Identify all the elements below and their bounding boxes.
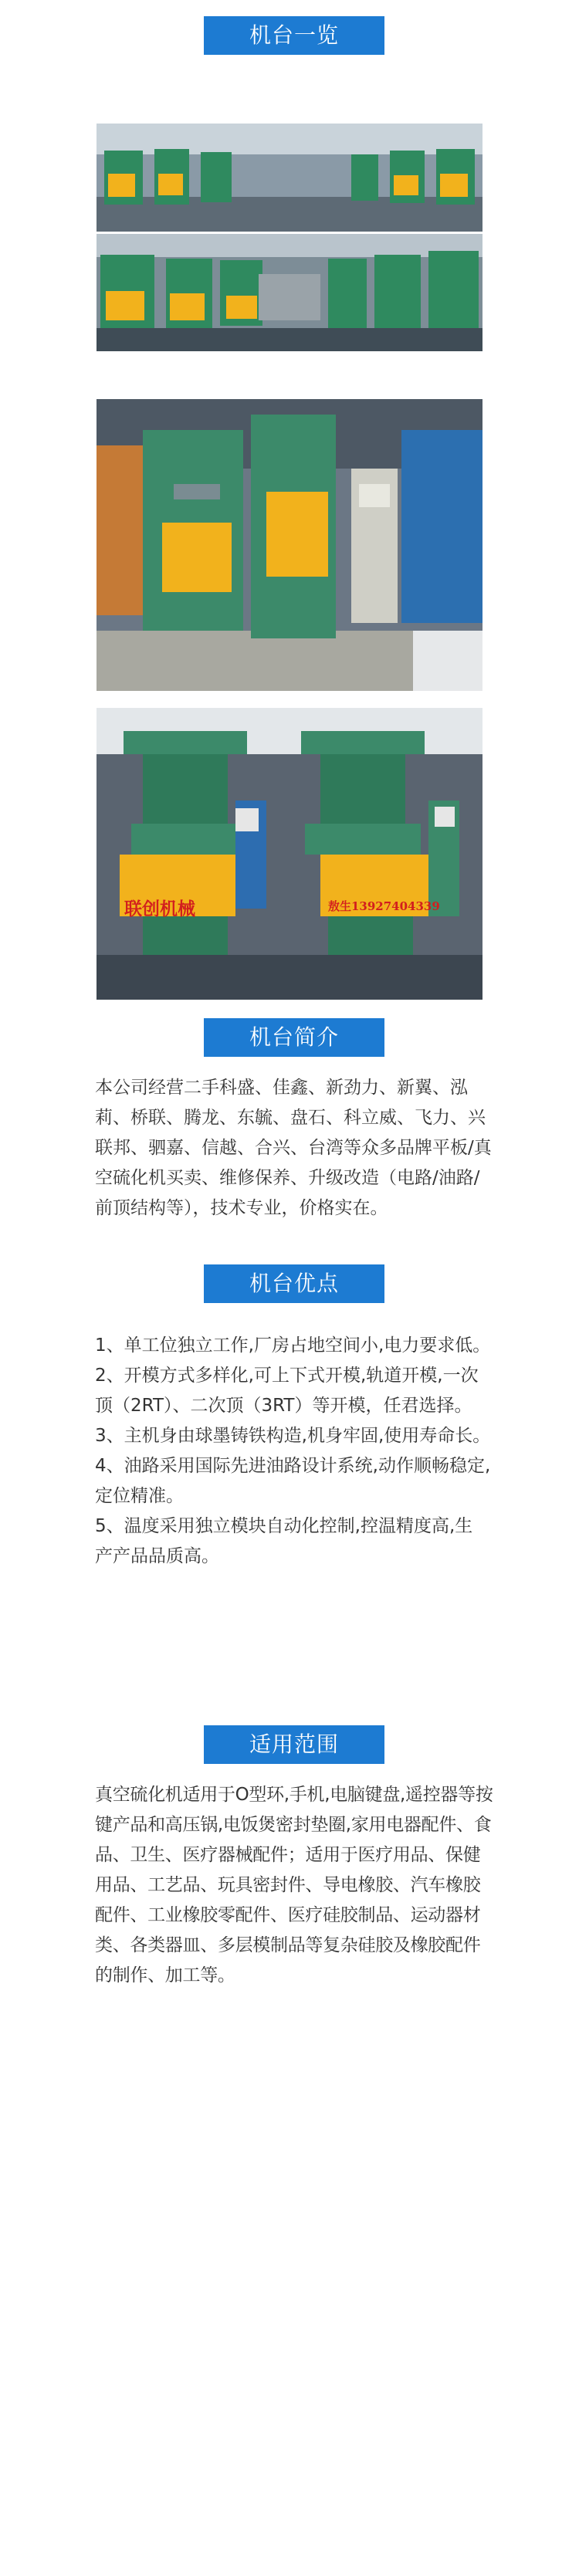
advantage-item: 3、主机身由球墨铸铁构造,机身牢固,使用寿命长。 [95, 1426, 491, 1446]
intro-paragraph: 本公司经营二手科盛、佳鑫、新劲力、新翼、泓莉、桥联、腾龙、东毓、盘石、科立威、飞力、兴联邦、驷嘉、信越、合兴、台湾等众多品牌平板/真空硫化机买卖、维修保养、升级改造（电路/油路/前顶结构等），技术专业，价格实在。 [95, 1078, 492, 1218]
section-title-overview: 机台一览 [204, 16, 384, 55]
factory-floor-photo [96, 89, 482, 382]
section-title-advantages: 机台优点 [204, 1264, 384, 1303]
advantage-item: 1、单工位独立工作,厂房占地空间小,电力要求低。 [95, 1335, 491, 1356]
section-title-intro: 机台简介 [204, 1018, 384, 1057]
section-title-scope: 适用范围 [204, 1725, 384, 1764]
advantage-item: 5、温度采用独立模块自动化控制,控温精度高,生 产产品品质高。 [95, 1516, 473, 1566]
dual-machines-photo [96, 708, 482, 1000]
advantage-item: 2、开模方式多样化,可上下式开模,轨道开模,一次顶（2RT）、二次顶（3RT）等开模，任君选择。 [95, 1366, 479, 1416]
photo-sign-right: 敖生13927404339 [328, 899, 440, 913]
photo-sign-left: 联创机械 [124, 899, 195, 919]
scope-paragraph: 真空硫化机适用于O型环,手机,电脑键盘,遥控器等按键产品和高压锅,电饭煲密封垫圈,家用电器配件、食品、卫生、医疗器械配件；适用于医疗用品、保健用品、工艺品、玩具密封件、导电橡胶、汽车橡胶配件、工业橡胶零配件、医疗硅胶制品、运动器材类、各类器皿、多层模制品等复杂硅胶及橡胶配件的制作、加工等。 [95, 1785, 493, 1985]
advantages-list [95, 1331, 493, 1572]
advantage-item: 4、油路采用国际先进油路设计系统,动作顺畅稳定,定位精准。 [95, 1456, 491, 1506]
vulcanizing-machine-photo [96, 399, 482, 691]
